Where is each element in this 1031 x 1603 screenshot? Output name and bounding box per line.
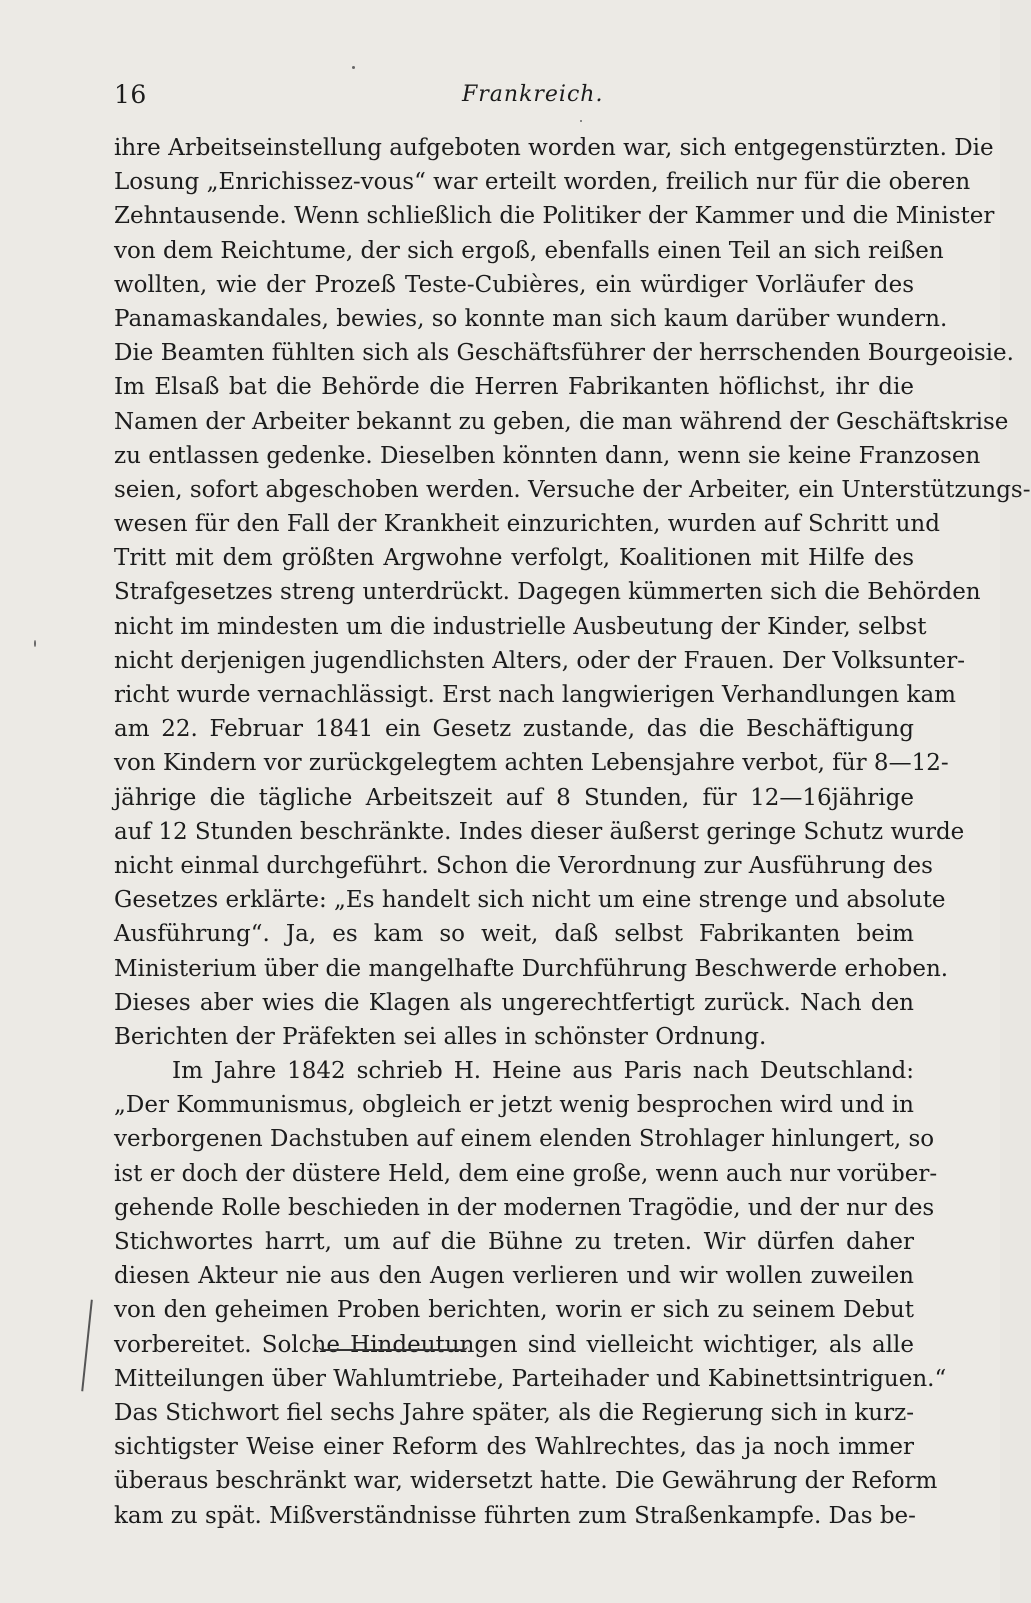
paper-speck (580, 120, 582, 122)
text-line: auf 12 Stunden beschränkte. Indes dieser äußerst geringe Schutz wurde (114, 818, 965, 845)
text-line: von den geheimen Proben berichten, worin er sich zu seinem Debut (114, 1297, 914, 1324)
text-line: Zehntausende. Wenn schließlich die Politiker der Kammer und die Minister (114, 203, 995, 230)
page-number: 16 (114, 80, 147, 109)
text-line: überaus beschränkt war, widersetzt hatte. Die Gewährung der Reform (114, 1468, 938, 1495)
text-line: Im Jahre 1842 schrieb H. Heine aus Paris nach Deutschland: (172, 1058, 914, 1085)
text-line: Namen der Arbeiter bekannt zu geben, die man während der Geschäftskrise (114, 408, 1009, 435)
text-line: Das Stichwort fiel sechs Jahre später, als die Regierung sich in kurz- (114, 1399, 914, 1426)
paper-speck (34, 640, 36, 647)
text-line: zu entlassen gedenke. Dieselben könnten dann, wenn sie keine Franzosen (114, 442, 981, 469)
text-line: vorbereitet. Solche Hindeutungen sind vielleicht wichtiger, als alle (114, 1331, 914, 1358)
margin-pencil-mark (81, 1300, 103, 1393)
text-line: Mitteilungen über Wahlumtriebe, Parteihader und Kabinettsintriguen.“ (114, 1365, 947, 1392)
text-line: ihre Arbeitseinstellung aufgeboten worden war, sich entgegenstürzten. Die (114, 135, 994, 161)
text-line: Ausführung“. Ja, es kam so weit, daß selbst Fabrikanten beim (114, 921, 914, 948)
text-line: Die Beamten fühlten sich als Geschäftsführer der herrschenden Bourgeoisie. (114, 340, 1014, 367)
running-head: Frankreich. (462, 82, 604, 107)
text-line: Tritt mit dem größten Argwohne verfolgt, Koalitionen mit Hilfe des (114, 545, 914, 572)
text-line: kam zu spät. Mißverständnisse führten zum Straßenkampfe. Das be- (114, 1502, 916, 1529)
text-line: von dem Reichtume, der sich ergoß, ebenfalls einen Teil an sich reißen (114, 237, 944, 264)
text-line: „Der Kommunismus, obgleich er jetzt wenig besprochen wird und in (114, 1092, 914, 1119)
text-line: Im Elsaß bat die Behörde die Herren Fabrikanten höflichst, ihr die (114, 374, 914, 401)
text-line: Losung „Enrichissez-vous“ war erteilt worden, freilich nur für die oberen (114, 169, 971, 196)
text-line: von Kindern vor zurückgelegtem achten Lebensjahre verbot, für 8—12- (114, 750, 949, 777)
text-line: seien, sofort abgeschoben werden. Versuche der Arbeiter, ein Unterstützungs- (114, 476, 1031, 503)
text-line: Panamaskandales, bewies, so konnte man sich kaum darüber wundern. (114, 305, 948, 332)
text-line: jährige die tägliche Arbeitszeit auf 8 Stunden, für 12—16jährige (114, 784, 914, 811)
text-line: nicht im mindesten um die industrielle Ausbeutung der Kinder, selbst (114, 613, 927, 640)
page-header (114, 80, 914, 120)
text-line: Dieses aber wies die Klagen als ungerechtfertigt zurück. Nach den (114, 989, 914, 1016)
paper-speck (352, 66, 355, 69)
text-line: Berichten der Präfekten sei alles in schönster Ordnung. (114, 1023, 767, 1050)
text-line: nicht derjenigen jugendlichsten Alters, oder der Frauen. Der Volksunter- (114, 647, 966, 674)
text-line: Stichwortes harrt, um auf die Bühne zu treten. Wir dürfen daher (114, 1229, 914, 1255)
text-line: richt wurde vernachlässigt. Erst nach langwierigen Verhandlungen kam (114, 682, 956, 708)
text-line: nicht einmal durchgeführt. Schon die Verordnung zur Ausführung des (114, 852, 933, 879)
body-text (114, 131, 1031, 1533)
text-line: ist er doch der düstere Held, dem eine große, wenn auch nur vorüber- (114, 1160, 938, 1187)
text-line: gehende Rolle beschieden in der modernen Tragödie, und der nur des (114, 1194, 935, 1221)
text-line: diesen Akteur nie aus den Augen verlieren und wir wollen zuweilen (114, 1263, 914, 1290)
text-line: wollten, wie der Prozeß Teste-Cubières, ein würdiger Vorläufer des (114, 271, 914, 298)
pencil-underline-mark (318, 1345, 468, 1351)
text-line: Strafgesetzes streng unterdrückt. Dagegen kümmerten sich die Behörden (114, 579, 981, 606)
text-line: verborgenen Dachstuben auf einem elenden Strohlager hinlungert, so (114, 1126, 935, 1153)
text-line: Ministerium über die mangelhafte Durchführung Beschwerde erhoben. (114, 955, 949, 982)
text-line: wesen für den Fall der Krankheit einzurichten, wurden auf Schritt und (114, 511, 940, 538)
text-line: sichtigster Weise einer Reform des Wahlrechtes, das ja noch immer (114, 1434, 914, 1461)
text-line: am 22. Februar 1841 ein Gesetz zustande, das die Beschäftigung (114, 716, 914, 743)
text-line: Gesetzes erklärte: „Es handelt sich nicht um eine strenge und absolute (114, 887, 946, 914)
